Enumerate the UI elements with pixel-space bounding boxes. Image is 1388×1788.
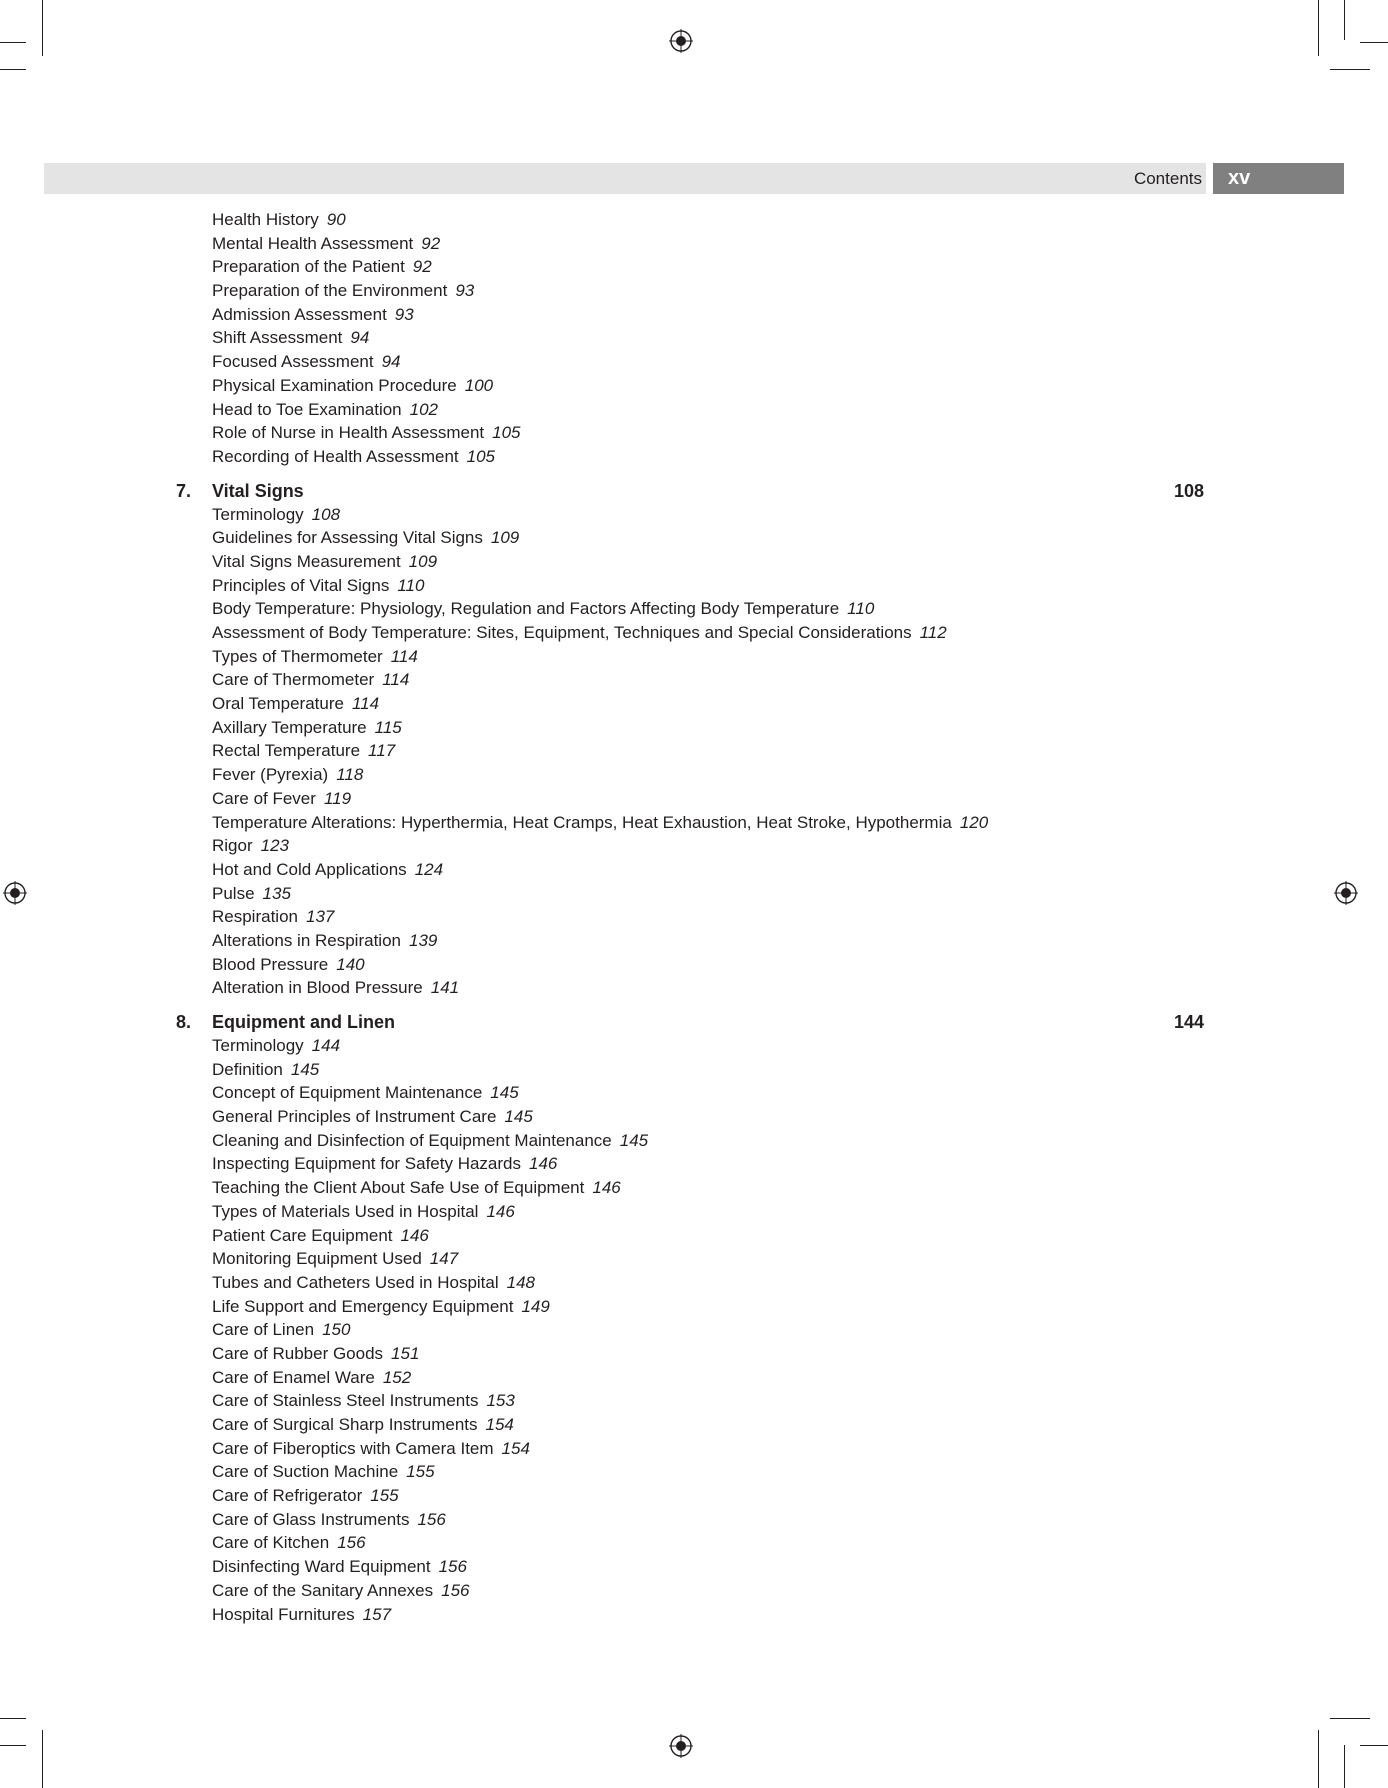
toc-entry (0, 1413, 1388, 1437)
toc-entry-page: 105 (492, 423, 521, 443)
toc-entry-page: 156 (441, 1580, 470, 1600)
crop-mark (0, 69, 26, 70)
toc-entry-title: Care of Thermometer (212, 670, 375, 690)
toc-entry-title: Blood Pressure (212, 954, 329, 974)
toc-entry-page: 92 (421, 233, 441, 253)
chapter-number: 7. (176, 480, 192, 501)
toc-entry (0, 1437, 1388, 1461)
registration-mark-icon (669, 29, 693, 53)
toc-entry-page: 144 (311, 1036, 341, 1055)
toc-entry (0, 421, 1388, 445)
toc-entry (0, 279, 1388, 303)
toc-entry (0, 503, 1388, 527)
toc-entry-page: 100 (464, 375, 494, 395)
crop-mark (1318, 1730, 1319, 1788)
toc-entry-page: 119 (323, 788, 352, 808)
toc-entry-title: Body Temperature: Physiology, Regulation and Factors Affecting Body Temperature (212, 599, 840, 619)
toc-entry-page: 156 (417, 1509, 446, 1529)
toc-entry (0, 208, 1388, 232)
toc-entry (0, 858, 1388, 882)
toc-entry-title: Physical Examination Procedure (212, 375, 457, 395)
toc-entry-title: Axillary Temperature (212, 717, 367, 737)
toc-entry-title: Teaching the Client About Safe Use of Equipment (212, 1178, 585, 1198)
toc-entry (0, 1247, 1388, 1271)
toc-entry-page: 150 (322, 1320, 351, 1340)
toc-entry (0, 1034, 1388, 1058)
toc-entry-page: 110 (847, 599, 875, 619)
toc-entry-page: 149 (521, 1296, 550, 1316)
toc-entry-title: Alterations in Respiration (212, 930, 401, 950)
toc-entry-title: Types of Thermometer (212, 646, 383, 666)
toc-entry-title: Pulse (212, 883, 255, 903)
toc-entry (0, 1200, 1388, 1224)
toc-entry-page: 148 (506, 1272, 536, 1292)
toc-entry-page: 147 (429, 1249, 459, 1269)
toc-entry (0, 834, 1388, 858)
toc-entry-title: Hot and Cold Applications (212, 859, 407, 879)
toc-entry (0, 1081, 1388, 1105)
toc-entry (0, 621, 1388, 645)
crop-mark (42, 0, 43, 56)
toc-entry (0, 1271, 1388, 1295)
toc-entry-title: Care of Glass Instruments (212, 1509, 410, 1529)
toc-entry (0, 763, 1388, 787)
toc-entry-title: Shift Assessment (212, 328, 343, 348)
toc-entry-page: 155 (406, 1462, 435, 1482)
toc-entry-title: Alteration in Blood Pressure (212, 978, 423, 998)
toc-entry (0, 1058, 1388, 1082)
toc-entry-page: 114 (390, 646, 418, 666)
toc-entry-page: 151 (391, 1343, 420, 1363)
toc-entry-title: Definition (212, 1059, 283, 1079)
toc-entry (0, 550, 1388, 574)
toc-entry-title: Care of Suction Machine (212, 1462, 399, 1482)
toc-entry-title: Types of Materials Used in Hospital (212, 1201, 479, 1221)
crop-mark (1344, 1745, 1345, 1788)
toc-entry (0, 1389, 1388, 1413)
toc-entry-page: 124 (414, 859, 444, 879)
toc-entry (0, 668, 1388, 692)
toc-entry-title: Temperature Alterations: Hyperthermia, Heat Cramps, Heat Exhaustion, Heat Stroke, Hypothermia (212, 812, 952, 832)
toc-entry (0, 1484, 1388, 1508)
toc-entry-title: Inspecting Equipment for Safety Hazards (212, 1154, 521, 1174)
toc-entry-page: 145 (504, 1107, 533, 1127)
toc-entry-page: 90 (326, 210, 346, 229)
toc-entry-title: Guidelines for Assessing Vital Signs (212, 528, 483, 548)
toc-entry (0, 739, 1388, 763)
toc-entry-title: Respiration (212, 907, 298, 927)
chapter-page: 144 (1173, 1012, 1204, 1032)
toc-entry (0, 255, 1388, 279)
toc-entry (0, 645, 1388, 669)
toc-entry-page: 145 (490, 1083, 519, 1103)
toc-entry (0, 692, 1388, 716)
toc-entry (0, 350, 1388, 374)
toc-entry-page: 152 (382, 1367, 412, 1387)
toc-entry-page: 141 (430, 978, 460, 998)
registration-mark-icon (669, 1734, 693, 1758)
toc-entry-title: Care of Rubber Goods (212, 1343, 384, 1363)
toc-entry (0, 1224, 1388, 1248)
toc-entry-page: 110 (397, 575, 425, 595)
page-folio: xv (1213, 163, 1344, 194)
toc-entry-title: Care of Surgical Sharp Instruments (212, 1415, 478, 1434)
toc-entry-title: Tubes and Catheters Used in Hospital (212, 1272, 499, 1292)
toc-entry-page: 112 (919, 623, 947, 642)
toc-entry-page: 146 (400, 1225, 429, 1245)
toc-entry-page: 156 (438, 1557, 467, 1577)
crop-mark (1344, 0, 1345, 40)
toc-entry-title: Preparation of the Environment (212, 281, 448, 301)
toc-entry-page: 123 (260, 836, 289, 856)
toc-entry-title: Care of Refrigerator (212, 1486, 363, 1506)
toc-entry (0, 232, 1388, 256)
toc-entry-title: Oral Temperature (212, 694, 344, 714)
toc-entry-title: Care of the Sanitary Annexes (212, 1580, 434, 1600)
toc-entry (0, 1152, 1388, 1176)
toc-entry (0, 445, 1388, 469)
chapter-heading (0, 1010, 1388, 1034)
toc-entry (0, 716, 1388, 740)
toc-entry-title: Recording of Health Assessment (212, 446, 459, 466)
toc-entry (0, 1318, 1388, 1342)
toc-entry-page: 135 (262, 883, 291, 903)
toc-entry-page: 108 (311, 504, 341, 524)
toc-entry-title: Rectal Temperature (212, 741, 361, 761)
toc-entry (0, 1295, 1388, 1319)
toc-entry (0, 574, 1388, 598)
chapter-title: Equipment and Linen (212, 1012, 395, 1032)
toc-entry-title: Role of Nurse in Health Assessment (212, 423, 485, 443)
toc-entry-page: 146 (592, 1178, 621, 1198)
toc-entry-title: Care of Fiberoptics with Camera Item (212, 1438, 494, 1458)
toc-entry-title: Fever (Pyrexia) (212, 765, 329, 785)
toc-entry-title: Concept of Equipment Maintenance (212, 1083, 483, 1103)
running-head: Contents (1133, 169, 1202, 188)
toc-entry-page: 156 (337, 1533, 366, 1553)
toc-entry-title: General Principles of Instrument Care (212, 1107, 497, 1127)
toc-entry-title: Health History (212, 210, 319, 229)
toc-entry-page: 153 (486, 1391, 515, 1411)
toc-entry (0, 597, 1388, 621)
toc-entry-page: 118 (336, 765, 364, 785)
toc-entry-page: 93 (394, 304, 414, 324)
toc-entry-title: Head to Toe Examination (212, 399, 402, 419)
toc-entry-title: Patient Care Equipment (212, 1225, 393, 1245)
toc-entry-page: 146 (529, 1154, 558, 1174)
toc-entry-page: 155 (370, 1486, 399, 1506)
running-header-band (44, 163, 1206, 194)
chapter-page: 108 (1173, 480, 1204, 501)
toc-entry (0, 953, 1388, 977)
toc-entry-title: Assessment of Body Temperature: Sites, Equipment, Techniques and Special Considerations (212, 623, 912, 642)
toc-entry-title: Admission Assessment (212, 304, 387, 324)
toc-entry-title: Terminology (212, 504, 304, 524)
toc-entry-page: 140 (336, 954, 365, 974)
toc-entry (0, 1508, 1388, 1532)
toc-entry-page: 93 (455, 281, 475, 301)
toc-entry (0, 1603, 1388, 1627)
table-of-contents (0, 208, 1388, 1626)
toc-entry (0, 526, 1388, 550)
toc-entry-title: Life Support and Emergency Equipment (212, 1296, 514, 1316)
toc-entry (0, 1531, 1388, 1555)
crop-mark (0, 1718, 26, 1719)
toc-entry (0, 326, 1388, 350)
toc-entry-page: 117 (368, 741, 396, 761)
toc-entry (0, 787, 1388, 811)
toc-entry (0, 811, 1388, 835)
crop-mark (0, 42, 26, 43)
chapter-title: Vital Signs (212, 480, 304, 501)
toc-entry-title: Focused Assessment (212, 352, 374, 372)
toc-entry (0, 882, 1388, 906)
chapter-heading (0, 479, 1388, 503)
toc-entry-page: 139 (408, 930, 438, 950)
crop-mark (1330, 69, 1370, 70)
toc-entry-title: Care of Stainless Steel Instruments (212, 1391, 479, 1411)
toc-entry-page: 157 (362, 1604, 392, 1624)
toc-entry-title: Mental Health Assessment (212, 233, 414, 253)
toc-entry (0, 303, 1388, 327)
toc-entry-title: Disinfecting Ward Equipment (212, 1557, 431, 1577)
toc-entry-title: Cleaning and Disinfection of Equipment Maintenance (212, 1130, 612, 1150)
toc-entry-page: 102 (409, 399, 439, 419)
toc-entry (0, 1366, 1388, 1390)
crop-mark (0, 1745, 26, 1746)
toc-entry-title: Monitoring Equipment Used (212, 1249, 422, 1269)
toc-entry-page: 154 (485, 1415, 514, 1434)
toc-entry (0, 905, 1388, 929)
toc-entry (0, 1342, 1388, 1366)
toc-entry-page: 105 (466, 446, 495, 466)
toc-entry (0, 1176, 1388, 1200)
toc-entry (0, 929, 1388, 953)
toc-entry-title: Terminology (212, 1036, 304, 1055)
crop-mark (1318, 0, 1319, 56)
toc-entry-page: 145 (619, 1130, 649, 1150)
toc-entry-page: 137 (306, 907, 335, 927)
toc-entry-page: 94 (381, 352, 401, 372)
toc-entry-title: Hospital Furnitures (212, 1604, 355, 1624)
toc-entry-title: Rigor (212, 836, 253, 856)
toc-entry-page: 146 (486, 1201, 515, 1221)
crop-mark (1360, 42, 1388, 43)
toc-entry-page: 92 (412, 257, 432, 277)
toc-entry (0, 1460, 1388, 1484)
toc-entry-title: Vital Signs Measurement (212, 551, 401, 571)
chapter-number: 8. (176, 1012, 192, 1032)
toc-entry-page: 120 (959, 812, 989, 832)
toc-entry-title: Care of Enamel Ware (212, 1367, 375, 1387)
toc-entry-page: 114 (351, 694, 380, 714)
toc-entry-page: 145 (290, 1059, 320, 1079)
toc-entry-page: 109 (408, 551, 438, 571)
crop-mark (1360, 1745, 1388, 1746)
toc-entry-page: 115 (374, 717, 402, 737)
toc-entry (0, 1105, 1388, 1129)
toc-entry (0, 398, 1388, 422)
toc-entry (0, 1129, 1388, 1153)
toc-entry-title: Preparation of the Patient (212, 257, 405, 277)
crop-mark (1330, 1718, 1370, 1719)
toc-entry (0, 1555, 1388, 1579)
toc-entry-title: Principles of Vital Signs (212, 575, 390, 595)
toc-entry (0, 374, 1388, 398)
toc-entry-page: 109 (490, 528, 520, 548)
toc-entry (0, 976, 1388, 1000)
toc-entry (0, 1579, 1388, 1603)
toc-entry-title: Care of Linen (212, 1320, 315, 1340)
toc-entry-page: 154 (501, 1438, 530, 1458)
crop-mark (42, 1730, 43, 1788)
toc-entry-page: 114 (382, 670, 410, 690)
toc-entry-page: 94 (350, 328, 370, 348)
toc-entry-title: Care of Kitchen (212, 1533, 330, 1553)
toc-entry-title: Care of Fever (212, 788, 316, 808)
